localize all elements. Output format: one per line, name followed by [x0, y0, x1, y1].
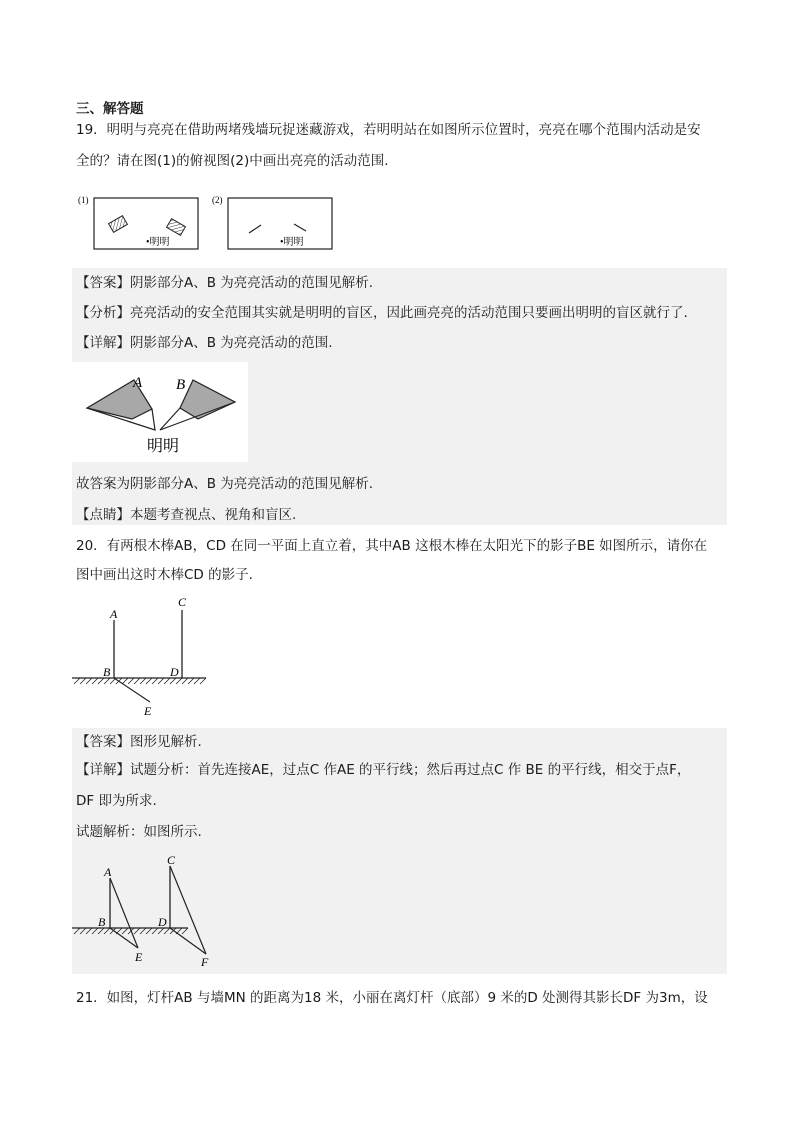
- fig2-wall-right: [294, 224, 306, 231]
- fig1-person: •明明: [146, 237, 170, 248]
- q19-detail: 【详解】阴影部分A、B 为亮亮活动的范围.: [76, 335, 333, 351]
- shadow-be: [114, 678, 150, 702]
- sol-label-a: A: [104, 865, 112, 879]
- q19-analysis: 【分析】亮亮活动的安全范围其实就是明明的盲区，因此画亮亮的活动范围只要画出明明的盲区就行了.: [76, 305, 688, 321]
- q20-detail-line2: DF 即为所求.: [76, 793, 157, 809]
- sol-label-b: B: [98, 915, 106, 929]
- q19-comment: 【点睛】本题考查视点、视角和盲区.: [76, 507, 297, 523]
- q19-text-line2: 全的？请在图(1)的俯视图(2)中画出亮亮的活动范围.: [76, 153, 389, 169]
- label-e: E: [144, 704, 152, 718]
- fig2-wall-left: [249, 225, 261, 233]
- label-c: C: [178, 595, 187, 609]
- fig2-person: •明明: [280, 237, 304, 248]
- section-title: 三、解答题: [76, 101, 144, 117]
- fig1-wall-left: [109, 216, 128, 233]
- fig-label-b: B: [176, 377, 186, 393]
- sol-label-d: D: [158, 915, 167, 929]
- q19-text-line1: 19．明明与亮亮在借助两堵残墙玩捉迷藏游戏，若明明站在如图所示位置时，亮亮在哪个范围内活动是安: [76, 122, 701, 138]
- q20-text-line1: 20．有两根木棒AB，CD 在同一平面上直立着，其中AB 这根木棒在太阳光下的影子BE 如图所示，请你在: [76, 538, 708, 554]
- fig1-wall-right: [167, 219, 186, 236]
- q20-problem-figure: [70, 590, 210, 720]
- label-b: B: [103, 665, 111, 679]
- label-d: D: [170, 665, 179, 679]
- fig2-label: (2): [212, 195, 223, 205]
- fig1-label: (1): [78, 195, 89, 205]
- sol-label-e: E: [135, 950, 143, 964]
- sol-label-c: C: [167, 853, 176, 867]
- q20-text-line2: 图中画出这时木棒CD 的影子.: [76, 567, 253, 583]
- q20-answer: 【答案】图形见解析.: [76, 734, 202, 750]
- q20-detail-line3: 试题解析：如图所示.: [76, 824, 202, 840]
- q21-text-line1: 21．如图，灯杆AB 与墙MN 的距离为18 米，小丽在离灯杆（底部）9 米的D 处测得其影长DF 为3m，设: [76, 990, 708, 1006]
- fig-person-label: 明明: [147, 438, 180, 455]
- q19-topview-figures: [76, 193, 338, 255]
- q19-conclusion: 故答案为阴影部分A、B 为亮亮活动的范围见解析.: [76, 476, 374, 492]
- label-a: A: [110, 607, 118, 621]
- q20-detail-line1: 【详解】试题分析：首先连接AE，过点C 作AE 的平行线；然后再过点C 作 BE 的平行线，相交于点F，: [76, 762, 691, 778]
- ground-hatching: [74, 678, 206, 684]
- q19-solution-figure: [72, 362, 248, 462]
- q20-solution-figure: [70, 848, 220, 970]
- sol-label-f: F: [201, 955, 209, 969]
- q19-answer: 【答案】阴影部分A、B 为亮亮活动的范围见解析.: [76, 275, 374, 291]
- fig-label-a: A: [133, 375, 143, 391]
